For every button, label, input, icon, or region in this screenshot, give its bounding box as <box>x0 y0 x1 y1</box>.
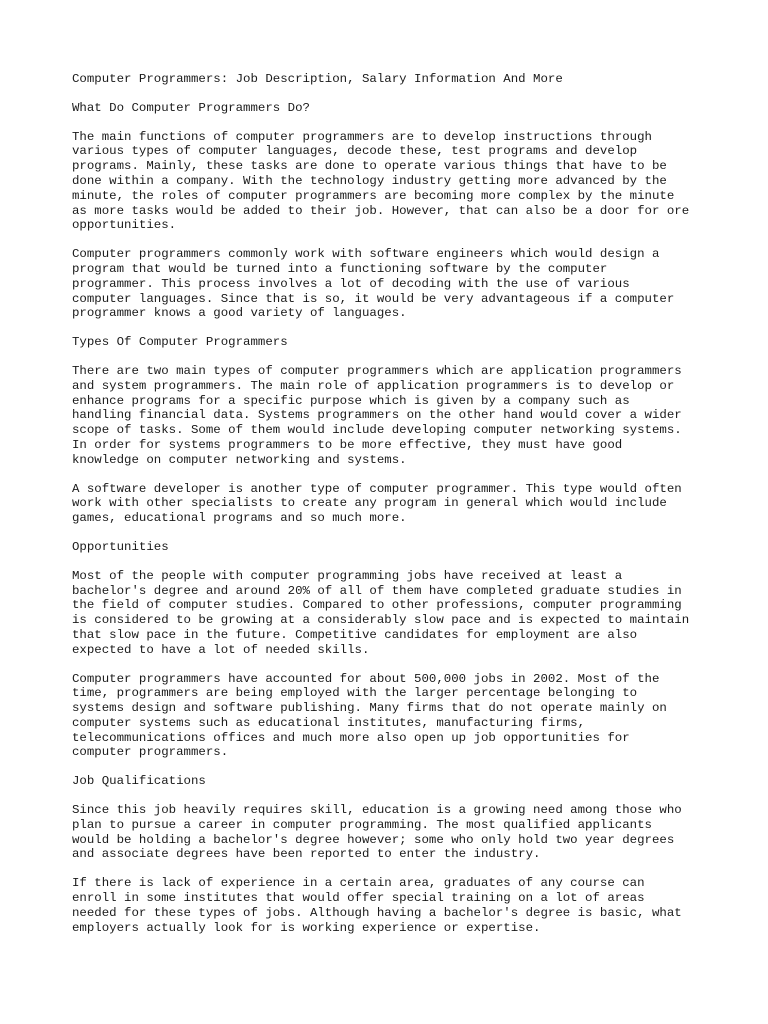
section-heading-types: Types Of Computer Programmers <box>72 335 288 350</box>
paragraph: The main functions of computer programmers are to develop instructions through various types of computer languages, decode these, test programs and develop programs. Mainly, these tasks are done to operate various things that have to be done within a company. With the technology industry getting more advanced by the minute, the roles of computer programmers are becoming more complex by the minute as more tasks would be added to their job. However, that can also be a door for ore opportunities. <box>72 129 690 233</box>
section-heading-what-programmers-do: What Do Computer Programmers Do? <box>72 100 310 115</box>
paragraph: There are two main types of computer programmers which are application programmers and system programmers. The main role of application programmers is to develop or enhance programs for a specific purpose which is given by a company such as handling financial data. Systems programmers on the other hand would cover a wider scope of tasks. Some of them would include developing computer networking systems. In order for systems programmers to be more effective, they must have good knowledge on computer networking and systems. <box>72 363 682 467</box>
section-heading-job-qualifications: Job Qualifications <box>72 774 206 789</box>
paragraph: Computer programmers commonly work with software engineers which would design a program that would be turned into a functioning software by the computer programmer. This process involves a lot of decoding with the use of various computer languages. Since that is so, it would be very advantageous if a computer programmer knows a good variety of languages. <box>72 247 675 321</box>
document-title: Computer Programmers: Job Description, Salary Information And More <box>72 72 563 86</box>
paragraph: A software developer is another type of computer programmer. This type would often work with other specialists to create any program in general which would include games, educational programs and so much more. <box>72 481 682 526</box>
section-heading-opportunities: Opportunities <box>72 539 169 554</box>
paragraph: Since this job heavily requires skill, education is a growing need among those who plan to pursue a career in computer programming. The most qualified applicants would be holding a bachelor's degree however; some who only hold two year degrees and associate degrees have been reported to enter the industry. <box>72 803 682 862</box>
paragraph: Computer programmers have accounted for about 500,000 jobs in 2002. Most of the time, programmers are being employed with the larger percentage belonging to systems design and software publishing. Many firms that do not operate mainly on computer systems such as educational institutes, manufacturing firms, telecommunications offices and much more also open up job opportunities for computer programmers. <box>72 671 667 760</box>
paragraph: Most of the people with computer programming jobs have received at least a bachelor's degree and around 20% of all of them have completed graduate studies in the field of computer studies. Compared to other professions, computer programming is considered to be growing at a considerably slow pace and is expected to maintain that slow pace in the future. Competitive candidates for employment are also expected to have a lot of needed skills. <box>72 568 690 657</box>
paragraph: If there is lack of experience in a certain area, graduates of any course can enroll in some institutes that would offer special training on a lot of areas needed for these types of jobs. Although having a bachelor's degree is basic, what employers actually look for is working experience or expertise. <box>72 876 682 935</box>
document-page <box>72 72 712 949</box>
